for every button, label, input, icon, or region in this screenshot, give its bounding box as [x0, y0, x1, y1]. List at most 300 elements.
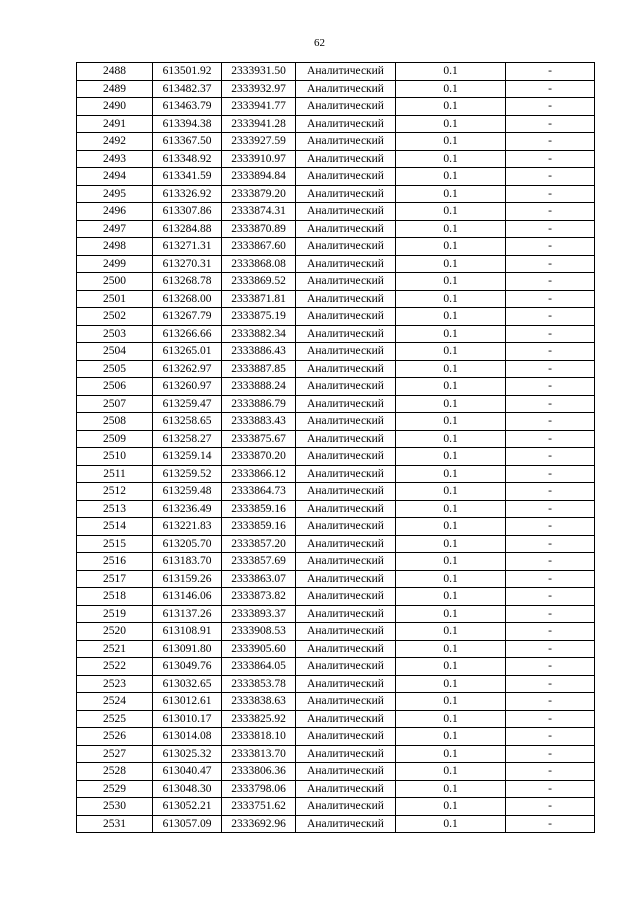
note-cell: - — [506, 255, 595, 273]
error-cell: 0.1 — [396, 325, 506, 343]
point-number-cell: 2508 — [77, 413, 153, 431]
method-cell: Аналитический — [296, 710, 396, 728]
x-coordinate-cell: 613040.47 — [153, 763, 222, 781]
table-row — [77, 150, 595, 168]
error-cell: 0.1 — [396, 780, 506, 798]
table-row — [77, 220, 595, 238]
x-coordinate-cell: 613260.97 — [153, 378, 222, 396]
error-cell: 0.1 — [396, 413, 506, 431]
error-cell: 0.1 — [396, 535, 506, 553]
note-cell: - — [506, 150, 595, 168]
note-cell: - — [506, 780, 595, 798]
note-cell: - — [506, 80, 595, 98]
point-number-cell: 2506 — [77, 378, 153, 396]
x-coordinate-cell: 613271.31 — [153, 238, 222, 256]
method-cell: Аналитический — [296, 203, 396, 221]
point-number-cell: 2524 — [77, 693, 153, 711]
note-cell: - — [506, 203, 595, 221]
point-number-cell: 2496 — [77, 203, 153, 221]
method-cell: Аналитический — [296, 378, 396, 396]
point-number-cell: 2489 — [77, 80, 153, 98]
note-cell: - — [506, 605, 595, 623]
point-number-cell: 2504 — [77, 343, 153, 361]
x-coordinate-cell: 613048.30 — [153, 780, 222, 798]
y-coordinate-cell: 2333859.16 — [222, 518, 296, 536]
page-number: 62 — [314, 37, 325, 49]
point-number-cell: 2515 — [77, 535, 153, 553]
method-cell: Аналитический — [296, 395, 396, 413]
table-row — [77, 500, 595, 518]
point-number-cell: 2528 — [77, 763, 153, 781]
note-cell: - — [506, 745, 595, 763]
table-row — [77, 658, 595, 676]
error-cell: 0.1 — [396, 395, 506, 413]
table-row — [77, 413, 595, 431]
error-cell: 0.1 — [396, 98, 506, 116]
point-number-cell: 2505 — [77, 360, 153, 378]
y-coordinate-cell: 2333813.70 — [222, 745, 296, 763]
error-cell: 0.1 — [396, 798, 506, 816]
x-coordinate-cell: 613268.78 — [153, 273, 222, 291]
coordinates-table — [76, 62, 595, 833]
y-coordinate-cell: 2333867.60 — [222, 238, 296, 256]
point-number-cell: 2501 — [77, 290, 153, 308]
y-coordinate-cell: 2333910.97 — [222, 150, 296, 168]
x-coordinate-cell: 613057.09 — [153, 815, 222, 833]
note-cell: - — [506, 535, 595, 553]
note-cell: - — [506, 220, 595, 238]
error-cell: 0.1 — [396, 273, 506, 291]
point-number-cell: 2502 — [77, 308, 153, 326]
note-cell: - — [506, 553, 595, 571]
y-coordinate-cell: 2333798.06 — [222, 780, 296, 798]
method-cell: Аналитический — [296, 465, 396, 483]
method-cell: Аналитический — [296, 623, 396, 641]
x-coordinate-cell: 613341.59 — [153, 168, 222, 186]
y-coordinate-cell: 2333871.81 — [222, 290, 296, 308]
note-cell: - — [506, 815, 595, 833]
note-cell: - — [506, 430, 595, 448]
y-coordinate-cell: 2333886.79 — [222, 395, 296, 413]
error-cell: 0.1 — [396, 448, 506, 466]
error-cell: 0.1 — [396, 570, 506, 588]
method-cell: Аналитический — [296, 168, 396, 186]
note-cell: - — [506, 693, 595, 711]
note-cell: - — [506, 710, 595, 728]
error-cell: 0.1 — [396, 815, 506, 833]
y-coordinate-cell: 2333864.73 — [222, 483, 296, 501]
table-row — [77, 605, 595, 623]
x-coordinate-cell: 613326.92 — [153, 185, 222, 203]
point-number-cell: 2495 — [77, 185, 153, 203]
y-coordinate-cell: 2333886.43 — [222, 343, 296, 361]
method-cell: Аналитический — [296, 98, 396, 116]
point-number-cell: 2497 — [77, 220, 153, 238]
table-row — [77, 535, 595, 553]
point-number-cell: 2507 — [77, 395, 153, 413]
table-row — [77, 675, 595, 693]
method-cell: Аналитический — [296, 115, 396, 133]
error-cell: 0.1 — [396, 605, 506, 623]
table-row — [77, 623, 595, 641]
y-coordinate-cell: 2333751.62 — [222, 798, 296, 816]
note-cell: - — [506, 413, 595, 431]
error-cell: 0.1 — [396, 308, 506, 326]
point-number-cell: 2513 — [77, 500, 153, 518]
x-coordinate-cell: 613259.52 — [153, 465, 222, 483]
y-coordinate-cell: 2333863.07 — [222, 570, 296, 588]
y-coordinate-cell: 2333870.89 — [222, 220, 296, 238]
y-coordinate-cell: 2333869.52 — [222, 273, 296, 291]
x-coordinate-cell: 613367.50 — [153, 133, 222, 151]
y-coordinate-cell: 2333874.31 — [222, 203, 296, 221]
method-cell: Аналитический — [296, 360, 396, 378]
x-coordinate-cell: 613258.65 — [153, 413, 222, 431]
note-cell: - — [506, 500, 595, 518]
x-coordinate-cell: 613394.38 — [153, 115, 222, 133]
y-coordinate-cell: 2333873.82 — [222, 588, 296, 606]
method-cell: Аналитический — [296, 133, 396, 151]
note-cell: - — [506, 395, 595, 413]
method-cell: Аналитический — [296, 675, 396, 693]
error-cell: 0.1 — [396, 588, 506, 606]
y-coordinate-cell: 2333941.28 — [222, 115, 296, 133]
y-coordinate-cell: 2333888.24 — [222, 378, 296, 396]
point-number-cell: 2509 — [77, 430, 153, 448]
point-number-cell: 2494 — [77, 168, 153, 186]
point-number-cell: 2498 — [77, 238, 153, 256]
table-row — [77, 115, 595, 133]
table-row — [77, 448, 595, 466]
error-cell: 0.1 — [396, 80, 506, 98]
y-coordinate-cell: 2333864.05 — [222, 658, 296, 676]
table-row — [77, 483, 595, 501]
error-cell: 0.1 — [396, 675, 506, 693]
method-cell: Аналитический — [296, 448, 396, 466]
point-number-cell: 2511 — [77, 465, 153, 483]
y-coordinate-cell: 2333868.08 — [222, 255, 296, 273]
table-row — [77, 98, 595, 116]
table-row — [77, 255, 595, 273]
table-row — [77, 798, 595, 816]
error-cell: 0.1 — [396, 710, 506, 728]
point-number-cell: 2521 — [77, 640, 153, 658]
table-row — [77, 588, 595, 606]
table-row — [77, 780, 595, 798]
x-coordinate-cell: 613014.08 — [153, 728, 222, 746]
error-cell: 0.1 — [396, 185, 506, 203]
method-cell: Аналитический — [296, 798, 396, 816]
y-coordinate-cell: 2333853.78 — [222, 675, 296, 693]
method-cell: Аналитический — [296, 150, 396, 168]
method-cell: Аналитический — [296, 255, 396, 273]
error-cell: 0.1 — [396, 483, 506, 501]
point-number-cell: 2529 — [77, 780, 153, 798]
y-coordinate-cell: 2333893.37 — [222, 605, 296, 623]
y-coordinate-cell: 2333894.84 — [222, 168, 296, 186]
error-cell: 0.1 — [396, 290, 506, 308]
point-number-cell: 2514 — [77, 518, 153, 536]
table-row — [77, 63, 595, 81]
point-number-cell: 2491 — [77, 115, 153, 133]
table-row — [77, 745, 595, 763]
method-cell: Аналитический — [296, 308, 396, 326]
point-number-cell: 2522 — [77, 658, 153, 676]
table-row — [77, 185, 595, 203]
error-cell: 0.1 — [396, 168, 506, 186]
x-coordinate-cell: 613258.27 — [153, 430, 222, 448]
x-coordinate-cell: 613012.61 — [153, 693, 222, 711]
error-cell: 0.1 — [396, 115, 506, 133]
error-cell: 0.1 — [396, 360, 506, 378]
table-row — [77, 728, 595, 746]
table-row — [77, 80, 595, 98]
y-coordinate-cell: 2333825.92 — [222, 710, 296, 728]
x-coordinate-cell: 613010.17 — [153, 710, 222, 728]
method-cell: Аналитический — [296, 220, 396, 238]
point-number-cell: 2503 — [77, 325, 153, 343]
note-cell: - — [506, 588, 595, 606]
table-row — [77, 325, 595, 343]
point-number-cell: 2517 — [77, 570, 153, 588]
note-cell: - — [506, 115, 595, 133]
x-coordinate-cell: 613482.37 — [153, 80, 222, 98]
x-coordinate-cell: 613025.32 — [153, 745, 222, 763]
y-coordinate-cell: 2333927.59 — [222, 133, 296, 151]
error-cell: 0.1 — [396, 255, 506, 273]
note-cell: - — [506, 518, 595, 536]
y-coordinate-cell: 2333932.97 — [222, 80, 296, 98]
note-cell: - — [506, 640, 595, 658]
method-cell: Аналитический — [296, 518, 396, 536]
x-coordinate-cell: 613052.21 — [153, 798, 222, 816]
table-row — [77, 518, 595, 536]
method-cell: Аналитический — [296, 745, 396, 763]
point-number-cell: 2523 — [77, 675, 153, 693]
error-cell: 0.1 — [396, 430, 506, 448]
x-coordinate-cell: 613267.79 — [153, 308, 222, 326]
x-coordinate-cell: 613032.65 — [153, 675, 222, 693]
method-cell: Аналитический — [296, 185, 396, 203]
point-number-cell: 2493 — [77, 150, 153, 168]
note-cell: - — [506, 465, 595, 483]
note-cell: - — [506, 728, 595, 746]
table-row — [77, 273, 595, 291]
table-row — [77, 465, 595, 483]
table-row — [77, 378, 595, 396]
note-cell: - — [506, 308, 595, 326]
point-number-cell: 2525 — [77, 710, 153, 728]
y-coordinate-cell: 2333882.34 — [222, 325, 296, 343]
note-cell: - — [506, 185, 595, 203]
error-cell: 0.1 — [396, 133, 506, 151]
note-cell: - — [506, 483, 595, 501]
note-cell: - — [506, 168, 595, 186]
x-coordinate-cell: 613108.91 — [153, 623, 222, 641]
x-coordinate-cell: 613284.88 — [153, 220, 222, 238]
error-cell: 0.1 — [396, 63, 506, 81]
table-row — [77, 640, 595, 658]
error-cell: 0.1 — [396, 553, 506, 571]
note-cell: - — [506, 658, 595, 676]
x-coordinate-cell: 613463.79 — [153, 98, 222, 116]
method-cell: Аналитический — [296, 535, 396, 553]
note-cell: - — [506, 798, 595, 816]
note-cell: - — [506, 448, 595, 466]
y-coordinate-cell: 2333905.60 — [222, 640, 296, 658]
x-coordinate-cell: 613307.86 — [153, 203, 222, 221]
y-coordinate-cell: 2333875.67 — [222, 430, 296, 448]
method-cell: Аналитический — [296, 483, 396, 501]
x-coordinate-cell: 613159.26 — [153, 570, 222, 588]
method-cell: Аналитический — [296, 728, 396, 746]
note-cell: - — [506, 133, 595, 151]
point-number-cell: 2499 — [77, 255, 153, 273]
note-cell: - — [506, 273, 595, 291]
error-cell: 0.1 — [396, 658, 506, 676]
table-row — [77, 430, 595, 448]
point-number-cell: 2519 — [77, 605, 153, 623]
x-coordinate-cell: 613348.92 — [153, 150, 222, 168]
method-cell: Аналитический — [296, 815, 396, 833]
note-cell: - — [506, 63, 595, 81]
error-cell: 0.1 — [396, 500, 506, 518]
note-cell: - — [506, 343, 595, 361]
error-cell: 0.1 — [396, 693, 506, 711]
note-cell: - — [506, 378, 595, 396]
note-cell: - — [506, 290, 595, 308]
note-cell: - — [506, 238, 595, 256]
table-row — [77, 238, 595, 256]
x-coordinate-cell: 613259.48 — [153, 483, 222, 501]
error-cell: 0.1 — [396, 763, 506, 781]
method-cell: Аналитический — [296, 500, 396, 518]
method-cell: Аналитический — [296, 343, 396, 361]
y-coordinate-cell: 2333857.20 — [222, 535, 296, 553]
y-coordinate-cell: 2333941.77 — [222, 98, 296, 116]
point-number-cell: 2527 — [77, 745, 153, 763]
table-row — [77, 570, 595, 588]
error-cell: 0.1 — [396, 203, 506, 221]
x-coordinate-cell: 613236.49 — [153, 500, 222, 518]
y-coordinate-cell: 2333883.43 — [222, 413, 296, 431]
table-row — [77, 360, 595, 378]
method-cell: Аналитический — [296, 325, 396, 343]
y-coordinate-cell: 2333931.50 — [222, 63, 296, 81]
method-cell: Аналитический — [296, 763, 396, 781]
x-coordinate-cell: 613259.14 — [153, 448, 222, 466]
point-number-cell: 2510 — [77, 448, 153, 466]
x-coordinate-cell: 613265.01 — [153, 343, 222, 361]
table-row — [77, 203, 595, 221]
x-coordinate-cell: 613091.80 — [153, 640, 222, 658]
error-cell: 0.1 — [396, 640, 506, 658]
note-cell: - — [506, 325, 595, 343]
method-cell: Аналитический — [296, 430, 396, 448]
x-coordinate-cell: 613205.70 — [153, 535, 222, 553]
x-coordinate-cell: 613270.31 — [153, 255, 222, 273]
table-row — [77, 343, 595, 361]
method-cell: Аналитический — [296, 63, 396, 81]
error-cell: 0.1 — [396, 745, 506, 763]
x-coordinate-cell: 613266.66 — [153, 325, 222, 343]
y-coordinate-cell: 2333870.20 — [222, 448, 296, 466]
note-cell: - — [506, 763, 595, 781]
error-cell: 0.1 — [396, 343, 506, 361]
y-coordinate-cell: 2333908.53 — [222, 623, 296, 641]
point-number-cell: 2488 — [77, 63, 153, 81]
note-cell: - — [506, 98, 595, 116]
method-cell: Аналитический — [296, 80, 396, 98]
x-coordinate-cell: 613262.97 — [153, 360, 222, 378]
table-row — [77, 168, 595, 186]
table-row — [77, 693, 595, 711]
method-cell: Аналитический — [296, 553, 396, 571]
method-cell: Аналитический — [296, 640, 396, 658]
note-cell: - — [506, 360, 595, 378]
y-coordinate-cell: 2333866.12 — [222, 465, 296, 483]
y-coordinate-cell: 2333838.63 — [222, 693, 296, 711]
method-cell: Аналитический — [296, 693, 396, 711]
x-coordinate-cell: 613049.76 — [153, 658, 222, 676]
table-row — [77, 395, 595, 413]
method-cell: Аналитический — [296, 290, 396, 308]
point-number-cell: 2526 — [77, 728, 153, 746]
method-cell: Аналитический — [296, 658, 396, 676]
method-cell: Аналитический — [296, 273, 396, 291]
point-number-cell: 2516 — [77, 553, 153, 571]
y-coordinate-cell: 2333887.85 — [222, 360, 296, 378]
y-coordinate-cell: 2333875.19 — [222, 308, 296, 326]
error-cell: 0.1 — [396, 465, 506, 483]
note-cell: - — [506, 675, 595, 693]
table-row — [77, 290, 595, 308]
table-row — [77, 815, 595, 833]
x-coordinate-cell: 613221.83 — [153, 518, 222, 536]
error-cell: 0.1 — [396, 220, 506, 238]
point-number-cell: 2530 — [77, 798, 153, 816]
error-cell: 0.1 — [396, 518, 506, 536]
point-number-cell: 2518 — [77, 588, 153, 606]
y-coordinate-cell: 2333859.16 — [222, 500, 296, 518]
error-cell: 0.1 — [396, 150, 506, 168]
table-row — [77, 763, 595, 781]
method-cell: Аналитический — [296, 605, 396, 623]
point-number-cell: 2520 — [77, 623, 153, 641]
y-coordinate-cell: 2333806.36 — [222, 763, 296, 781]
point-number-cell: 2512 — [77, 483, 153, 501]
point-number-cell: 2531 — [77, 815, 153, 833]
y-coordinate-cell: 2333879.20 — [222, 185, 296, 203]
method-cell: Аналитический — [296, 780, 396, 798]
y-coordinate-cell: 2333692.96 — [222, 815, 296, 833]
x-coordinate-cell: 613137.26 — [153, 605, 222, 623]
table-row — [77, 710, 595, 728]
point-number-cell: 2492 — [77, 133, 153, 151]
table-row — [77, 553, 595, 571]
error-cell: 0.1 — [396, 378, 506, 396]
y-coordinate-cell: 2333818.10 — [222, 728, 296, 746]
point-number-cell: 2490 — [77, 98, 153, 116]
method-cell: Аналитический — [296, 238, 396, 256]
x-coordinate-cell: 613146.06 — [153, 588, 222, 606]
table-row — [77, 308, 595, 326]
error-cell: 0.1 — [396, 623, 506, 641]
method-cell: Аналитический — [296, 588, 396, 606]
method-cell: Аналитический — [296, 413, 396, 431]
x-coordinate-cell: 613259.47 — [153, 395, 222, 413]
error-cell: 0.1 — [396, 238, 506, 256]
